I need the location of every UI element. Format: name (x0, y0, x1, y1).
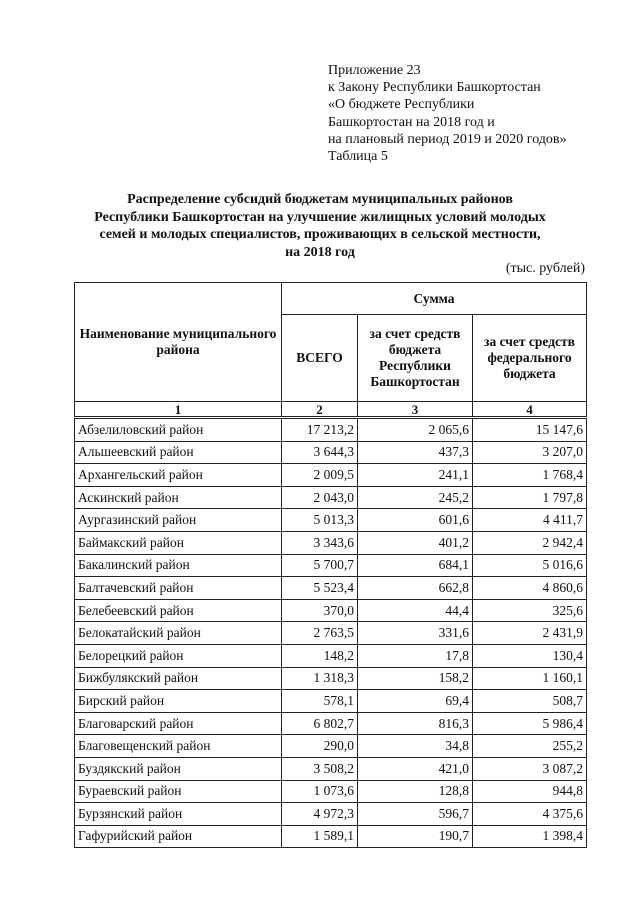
table-row (75, 757, 587, 780)
federal-budget-cell: 5 016,6 (473, 554, 587, 577)
table-row (75, 690, 587, 713)
federal-budget-cell: 1 768,4 (473, 464, 587, 487)
total-cell: 148,2 (282, 644, 358, 667)
republic-budget-cell: 2 065,6 (358, 418, 473, 442)
republic-budget-cell: 158,2 (358, 667, 473, 690)
title-line: на 2018 год (285, 244, 355, 260)
header-total: ВСЕГО (282, 315, 358, 402)
total-cell: 290,0 (282, 735, 358, 758)
total-cell: 4 972,3 (282, 803, 358, 826)
appendix-line: Приложение 23 (328, 63, 421, 78)
district-name-cell: Белорецкий район (75, 644, 282, 667)
federal-budget-cell: 5 986,4 (473, 712, 587, 735)
appendix-line: Башкортостан на 2018 год и (328, 114, 495, 130)
republic-budget-cell: 44,4 (358, 599, 473, 622)
district-name-cell: Бурзянский район (75, 803, 282, 826)
district-name-cell: Белебеевский район (75, 599, 282, 622)
column-number: 2 (282, 402, 358, 418)
district-name-cell: Баймакский район (75, 531, 282, 554)
district-name-cell: Буздякский район (75, 757, 282, 780)
table-row (75, 509, 587, 532)
federal-budget-cell: 15 147,6 (473, 418, 587, 442)
total-cell: 5 523,4 (282, 577, 358, 600)
table-row (75, 735, 587, 758)
republic-budget-cell: 437,3 (358, 441, 473, 464)
table-row (75, 554, 587, 577)
table-row (75, 486, 587, 509)
title-line: семей и молодых специалистов, проживающих в сельской местности, (99, 227, 541, 242)
district-name-cell: Бураевский район (75, 780, 282, 803)
federal-budget-cell: 1 160,1 (473, 667, 587, 690)
district-name-cell: Бижбулякский район (75, 667, 282, 690)
federal-budget-cell: 3 087,2 (473, 757, 587, 780)
republic-budget-cell: 596,7 (358, 803, 473, 826)
total-cell: 3 644,3 (282, 441, 358, 464)
federal-budget-cell: 130,4 (473, 644, 587, 667)
republic-budget-cell: 816,3 (358, 712, 473, 735)
republic-budget-cell: 128,8 (358, 780, 473, 803)
federal-budget-cell: 325,6 (473, 599, 587, 622)
district-name-cell: Белокатайский район (75, 622, 282, 645)
total-cell: 1 318,3 (282, 667, 358, 690)
column-number: 1 (75, 402, 282, 418)
total-cell: 3 508,2 (282, 757, 358, 780)
units-label: (тыс. рублей) (505, 261, 585, 276)
federal-budget-cell: 3 207,0 (473, 441, 587, 464)
republic-budget-cell: 34,8 (358, 735, 473, 758)
title-line: Распределение субсидий бюджетам муниципальных районов (127, 192, 513, 207)
table-row (75, 644, 587, 667)
appendix-line: на плановый период 2019 и 2020 годов» (328, 131, 567, 147)
total-cell: 2 009,5 (282, 464, 358, 487)
district-name-cell: Гафурийский район (75, 825, 282, 848)
federal-budget-cell: 508,7 (473, 690, 587, 713)
column-number: 3 (358, 402, 473, 418)
table-row (75, 712, 587, 735)
federal-budget-cell: 2 431,9 (473, 622, 587, 645)
appendix-line: Таблица 5 (328, 149, 388, 165)
table-row (75, 803, 587, 826)
header-name: Наименование муниципального района (75, 283, 282, 402)
table-row (75, 622, 587, 645)
federal-budget-cell: 1 797,8 (473, 486, 587, 509)
total-cell: 2 763,5 (282, 622, 358, 645)
republic-budget-cell: 69,4 (358, 690, 473, 713)
district-name-cell: Бакалинский район (75, 554, 282, 577)
table-row (75, 577, 587, 600)
republic-budget-cell: 401,2 (358, 531, 473, 554)
district-name-cell: Балтачевский район (75, 577, 282, 600)
republic-budget-cell: 331,6 (358, 622, 473, 645)
republic-budget-cell: 17,8 (358, 644, 473, 667)
republic-budget-cell: 684,1 (358, 554, 473, 577)
republic-budget-cell: 421,0 (358, 757, 473, 780)
total-cell: 2 043,0 (282, 486, 358, 509)
appendix-line: «О бюджете Республики (328, 97, 475, 113)
header-republic: за счет средств бюджета Республики Башкортостан (358, 315, 473, 402)
title-line: Республики Башкортостан на улучшение жилищных условий молодых (94, 209, 546, 225)
republic-budget-cell: 190,7 (358, 825, 473, 848)
district-name-cell: Архангельский район (75, 464, 282, 487)
table-row (75, 599, 587, 622)
header-federal: за счет средств федерального бюджета (473, 315, 587, 402)
federal-budget-cell: 944,8 (473, 780, 587, 803)
total-cell: 3 343,6 (282, 531, 358, 554)
federal-budget-cell: 1 398,4 (473, 825, 587, 848)
subsidy-table (74, 282, 587, 848)
total-cell: 1 589,1 (282, 825, 358, 848)
district-name-cell: Благоварский район (75, 712, 282, 735)
total-cell: 1 073,6 (282, 780, 358, 803)
table-row (75, 825, 587, 848)
total-cell: 17 213,2 (282, 418, 358, 442)
republic-budget-cell: 241,1 (358, 464, 473, 487)
table-row (75, 464, 587, 487)
table-row (75, 531, 587, 554)
total-cell: 370,0 (282, 599, 358, 622)
district-name-cell: Благовещенский район (75, 735, 282, 758)
republic-budget-cell: 662,8 (358, 577, 473, 600)
table-row (75, 418, 587, 442)
district-name-cell: Альшеевский район (75, 441, 282, 464)
federal-budget-cell: 255,2 (473, 735, 587, 758)
republic-budget-cell: 601,6 (358, 509, 473, 532)
federal-budget-cell: 4 411,7 (473, 509, 587, 532)
appendix-header (328, 62, 567, 165)
column-number: 4 (473, 402, 587, 418)
district-name-cell: Абзелиловский район (75, 418, 282, 442)
header-sum: Сумма (282, 283, 587, 315)
total-cell: 5 013,3 (282, 509, 358, 532)
total-cell: 5 700,7 (282, 554, 358, 577)
district-name-cell: Аскинский район (75, 486, 282, 509)
federal-budget-cell: 4 375,6 (473, 803, 587, 826)
district-name-cell: Аургазинский район (75, 509, 282, 532)
table-row (75, 780, 587, 803)
table-row (75, 667, 587, 690)
table-row (75, 441, 587, 464)
table-body (75, 418, 587, 848)
federal-budget-cell: 4 860,6 (473, 577, 587, 600)
appendix-line: к Закону Республики Башкортостан (328, 80, 541, 96)
district-name-cell: Бирский район (75, 690, 282, 713)
document-title (70, 191, 570, 261)
republic-budget-cell: 245,2 (358, 486, 473, 509)
total-cell: 578,1 (282, 690, 358, 713)
federal-budget-cell: 2 942,4 (473, 531, 587, 554)
total-cell: 6 802,7 (282, 712, 358, 735)
